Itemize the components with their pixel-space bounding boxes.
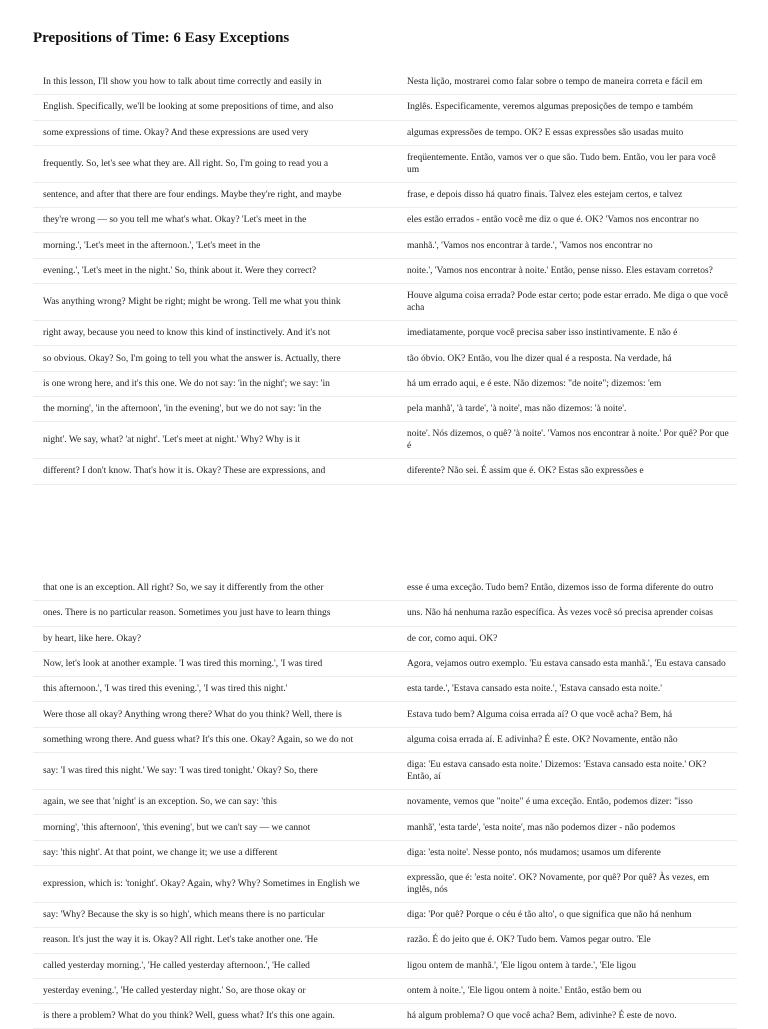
english-text: evening.', 'Let's meet in the night.' So, think about it. Were they correct? [43,265,317,276]
portuguese-text: razão. É do jeito que é. OK? Tudo bem. Vamos pegar outro. 'Ele [407,935,651,946]
portuguese-text: há algum problema? O que você acha? Bem, adivinhe? É este de novo. [407,1011,677,1022]
transcript-row [33,979,737,1004]
transcript-row [33,1004,737,1029]
portuguese-text: pela manhã', 'à tarde', 'à noite', mas não dizemos: 'à noite'. [407,404,627,415]
transcript-row [33,627,737,652]
transcript-row [33,702,737,727]
portuguese-text: de cor, como aqui. OK? [407,633,498,644]
english-text: something wrong there. And guess what? It's this one. Okay? Again, so we do not [43,734,354,745]
portuguese-text: eles estão errados - então você me diz o que é. OK? 'Vamos nos encontrar no [407,215,699,226]
transcript-row [33,928,737,953]
english-text: called yesterday morning.', 'He called yesterday afternoon.', 'He called [43,960,310,971]
english-text: say: 'Why? Because the sky is so high', which means there is no particular [43,910,325,921]
portuguese-text: diferente? Não sei. É assim que é. OK? Estas são expressões e [407,466,644,477]
portuguese-text: imediatamente, porque você precisa saber isso instintivamente. E não é [407,328,678,339]
english-text: Now, let's look at another example. 'I was tired this morning.', 'I was tired [43,659,323,670]
transcript-row [33,372,737,397]
portuguese-text: manhã.', 'Vamos nos encontrar à tarde.', 'Vamos nos encontrar no [407,240,653,251]
portuguese-text: expressão, que é: 'esta noite'. OK? Novamente, por quê? Por quê? Às vezes, em inglês, nós [407,872,710,895]
english-text: reason. It's just the way it is. Okay? All right. Let's take another one. 'He [43,935,318,946]
transcript-row [33,866,737,903]
transcript-row [33,259,737,284]
portuguese-text: Houve alguma coisa errada? Pode estar certo; pode estar errado. Me diga o que você acha [407,291,729,314]
english-text: so obvious. Okay? So, I'm going to tell you what the answer is. Actually, there [43,353,341,364]
transcript-row [33,459,737,484]
portuguese-text: manhã', 'esta tarde', 'esta noite', mas não podemos dizer - não podemos [407,822,676,833]
transcript-row [33,121,737,146]
transcript-block [33,576,737,1029]
english-text: frequently. So, let's see what they are. All right. So, I'm going to read you a [43,158,329,169]
portuguese-text: Agora, vejamos outro exemplo. 'Eu estava cansado esta manhã.', 'Eu estava cansado [407,659,726,670]
transcript-row [33,677,737,702]
transcript-row [33,601,737,626]
english-text: expression, which is: 'tonight'. Okay? Again, why? Why? Sometimes in English we [43,878,360,889]
english-text: is one wrong here, and it's this one. We do not say: 'in the night'; we say: 'in [43,378,330,389]
english-text: say: 'this night'. At that point, we change it; we use a different [43,847,278,858]
transcript-row [33,208,737,233]
transcript-row [33,422,737,459]
english-text: sentence, and after that there are four endings. Maybe they're right, and maybe [43,190,342,201]
english-text: morning.', 'Let's meet in the afternoon.', 'Let's meet in the [43,240,261,251]
english-text: night'. We say, what? 'at night'. 'Let's meet at night.' Why? Why is it [43,435,301,446]
transcript-row [33,576,737,601]
transcript-row [33,753,737,790]
english-text: they're wrong — so you tell me what's what. Okay? 'Let's meet in the [43,215,307,226]
transcript-row [33,70,737,95]
english-text: In this lesson, I'll show you how to talk about time correctly and easily in [43,77,322,88]
transcript-row [33,815,737,840]
transcript-row [33,233,737,258]
english-text: English. Specifically, we'll be looking at some prepositions of time, and also [43,102,334,113]
english-text: by heart, like here. Okay? [43,633,142,644]
portuguese-text: diga: 'esta noite'. Nesse ponto, nós mudamos; usamos um diferente [407,847,661,858]
transcript-row [33,954,737,979]
english-text: this afternoon.', 'I was tired this evening.', 'I was tired this night.' [43,684,288,695]
transcript-row [33,346,737,371]
portuguese-text: Estava tudo bem? Alguma coisa errada aí? O que você acha? Bem, há [407,709,673,720]
english-text: again, we see that 'night' is an exception. So, we can say: 'this [43,797,277,808]
portuguese-text: esta tarde.', 'Estava cansado esta noite.', 'Estava cansado esta noite.' [407,684,662,695]
transcript-row [33,95,737,120]
page-title: Prepositions of Time: 6 Easy Exceptions [33,30,290,46]
transcript-block [33,70,737,485]
portuguese-text: frase, e depois disso há quatro finais. Talvez eles estejam certos, e talvez [407,190,683,201]
portuguese-text: ligou ontem de manhã.', 'Ele ligou ontem à tarde.', 'Ele ligou [407,960,636,971]
portuguese-text: freqüentemente. Então, vamos ver o que são. Tudo bem. Então, vou ler para você um [407,152,716,175]
transcript-row [33,652,737,677]
transcript-row [33,903,737,928]
transcript-row [33,284,737,321]
transcript-row [33,183,737,208]
english-text: different? I don't know. That's how it is. Okay? These are expressions, and [43,466,326,477]
portuguese-text: algumas expressões de tempo. OK? E essas expressões são usadas muito [407,127,684,138]
english-text: right away, because you need to know this kind of instinctively. And it's not [43,328,331,339]
transcript-row [33,321,737,346]
transcript-row [33,728,737,753]
portuguese-text: Nesta lição, mostrarei como falar sobre o tempo de maneira correta e fácil em [407,77,703,88]
english-text: Was anything wrong? Might be right; might be wrong. Tell me what you think [43,297,341,308]
portuguese-text: esse é uma exceção. Tudo bem? Então, dizemos isso de forma diferente do outro [407,583,714,594]
portuguese-text: noite'. Nós dizemos, o quê? 'à noite'. 'Vamos nos encontrar à noite.' Por quê? Por que é [407,429,729,452]
english-text: that one is an exception. All right? So, we say it differently from the other [43,583,324,594]
portuguese-text: há um errado aqui, e é este. Não dizemos: "de noite"; dizemos: 'em [407,378,662,389]
portuguese-text: diga: 'Por quê? Porque o céu é tão alto', o que significa que não há nenhum [407,910,692,921]
portuguese-text: noite.', 'Vamos nos encontrar à noite.' Então, pense nisso. Eles estavam corretos? [407,265,713,276]
transcript-row [33,146,737,183]
english-text: Were those all okay? Anything wrong there? What do you think? Well, there is [43,709,342,720]
english-text: the morning', 'in the afternoon', 'in the evening', but we do not say: 'in the [43,404,322,415]
portuguese-text: uns. Não há nenhuma razão específica. Às vezes você só precisa aprender coisas [407,608,713,619]
english-text: is there a problem? What do you think? Well, guess what? It's this one again. [43,1011,335,1022]
portuguese-text: ontem à noite.', 'Ele ligou ontem à noite.' Então, estão bem ou [407,986,642,996]
english-text: ones. There is no particular reason. Sometimes you just have to learn things [43,608,331,619]
english-text: say: 'I was tired this night.' We say: 'I was tired tonight.' Okay? So, there [43,766,318,777]
portuguese-text: tão óbvio. OK? Então, vou lhe dizer qual é a resposta. Na verdade, há [407,353,672,364]
transcript-row [33,790,737,815]
english-text: yesterday evening.', 'He called yesterday night.' So, are those okay or [43,986,306,996]
portuguese-text: alguma coisa errada aí. E adivinha? É este. OK? Novamente, então não [407,734,678,745]
english-text: morning', 'this afternoon', 'this evening', but we can't say — we cannot [43,822,311,833]
portuguese-text: novamente, vemos que "noite" é uma exceção. Então, podemos dizer: "isso [407,797,693,808]
portuguese-text: diga: 'Eu estava cansado esta noite.' Dizemos: 'Estava cansado esta noite.' OK? Então, aí [407,760,707,783]
english-text: some expressions of time. Okay? And these expressions are used very [43,127,309,138]
transcript-row [33,841,737,866]
transcript-row [33,397,737,422]
portuguese-text: Inglês. Especificamente, veremos algumas preposições de tempo e também [407,102,693,113]
